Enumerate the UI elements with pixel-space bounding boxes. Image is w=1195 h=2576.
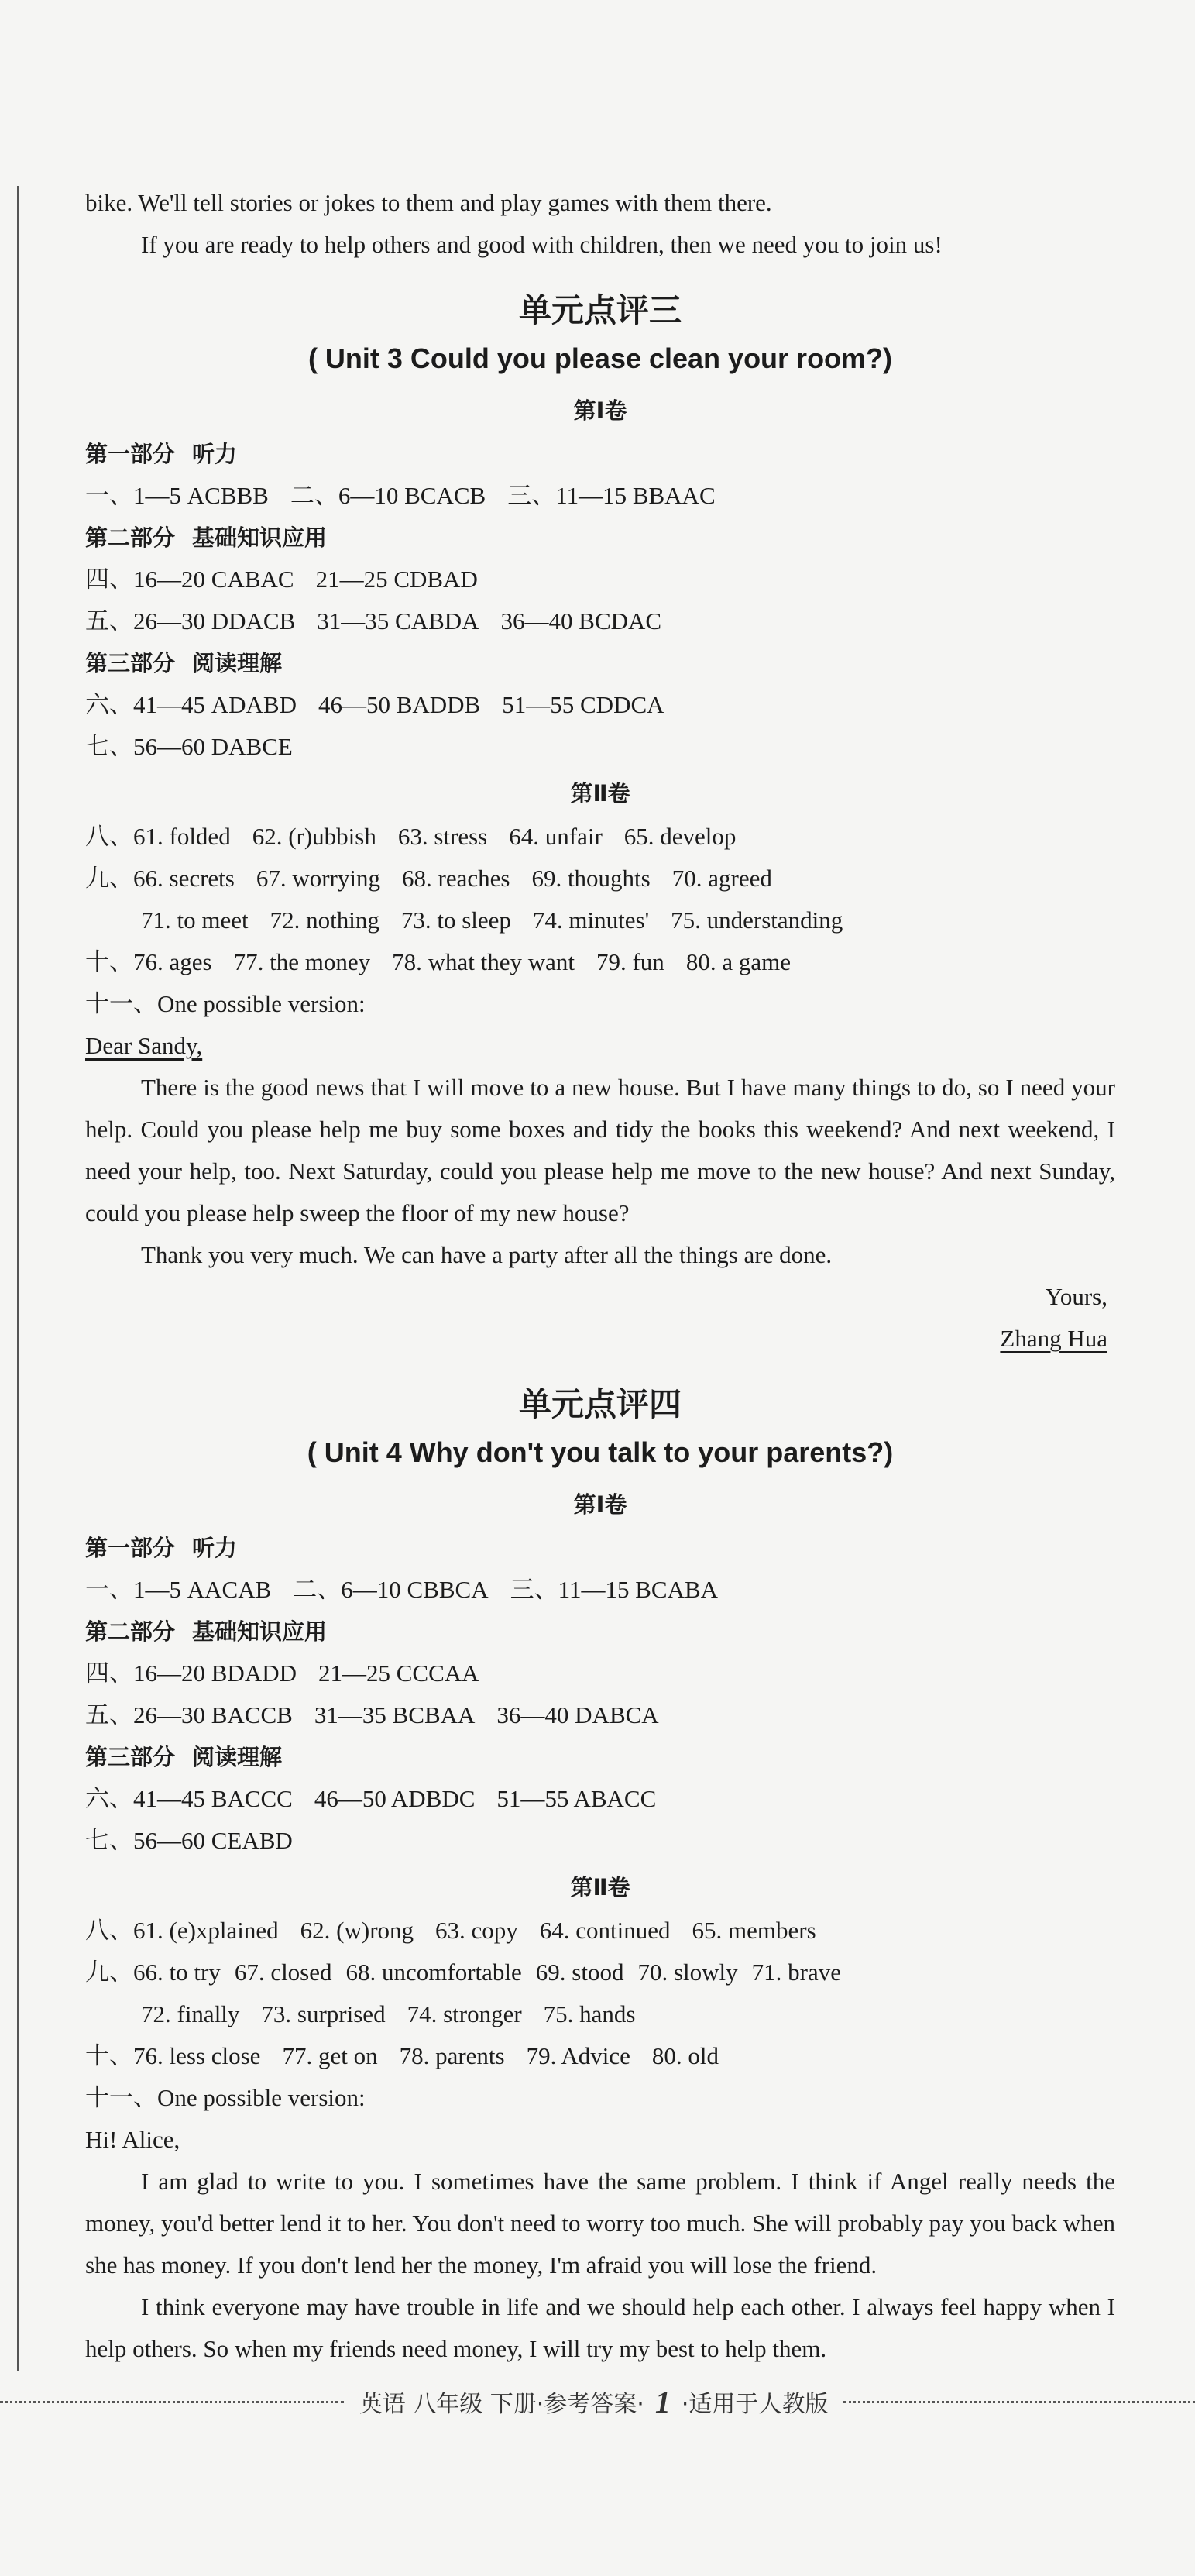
unit4-basic-row-4: 四、16—20 BDADD 21—25 CCCAA xyxy=(85,1659,479,1687)
unit4-letter-para-1: I am glad to write to you. I sometimes have the same problem. I think if Angel really needs the money, you'd better lend it to her. You don't need to worry too much. She will probably pay you back when she has money. If you don't lend her the money, I'm afraid you will lose the friend. xyxy=(85,2168,1115,2279)
unit3-part-1: 第一部分 听力 xyxy=(85,441,238,467)
unit3-basic-row-5: 五、26—30 DDACB 31—35 CABDA 36—40 BCDAC xyxy=(85,607,662,635)
unit3-letter-para-1: There is the good news that I will move to a new house. But I have many things to do, so I need your help. Could you please help me buy some boxes and tidy the books this weekend? And next weekend, I need your help, too. Next Saturday, could you please help me move to the new house? And next Sunday, could you please help sweep the floor of my new house? xyxy=(85,1074,1115,1226)
footer-dotted-line-left xyxy=(0,2401,344,2403)
page-edge-line xyxy=(17,186,19,2371)
page-number: 1 xyxy=(654,2384,671,2420)
unit4-reading-row-7: 七、56—60 CEABD xyxy=(85,1827,293,1854)
unit4-row-8: 八、61. (e)xplained 62. (w)rong 63. copy 64. continued 65. members xyxy=(85,1917,816,1944)
unit4-volume-1: 第Ⅰ卷 xyxy=(573,1491,627,1518)
unit3-subtitle: ( Unit 3 Could you please clean your room?) xyxy=(307,342,893,374)
intro-line-2: If you are ready to help others and good with children, then we need you to join us! xyxy=(141,231,943,258)
unit4-row-10: 十、76. less close 77. get on 78. parents 79. Advice 80. old xyxy=(85,2042,719,2069)
unit4-part-1: 第一部分 听力 xyxy=(85,1535,238,1561)
unit4-row-9: 九、66. to try 67. closed 68. uncomfortable 69. stood 70. slowly 71. brave xyxy=(85,1959,841,1986)
unit4-listening-row: 一、1—5 AACAB 二、6—10 CBBCA 三、11—15 BCABA xyxy=(85,1576,719,1603)
unit3-row-9b: 71. to meet 72. nothing 73. to sleep 74. minutes' 75. understanding xyxy=(141,906,843,934)
unit3-row-9: 九、66. secrets 67. worrying 68. reaches 69. thoughts 70. agreed xyxy=(85,865,772,892)
unit3-letter-signature-wrap xyxy=(85,1318,1115,1360)
unit3-volume-2: 第Ⅱ卷 xyxy=(570,780,630,807)
unit3-letter-para-2: Thank you very much. We can have a party after all the things are done. xyxy=(141,1241,833,1268)
intro-line-1: bike. We'll tell stories or jokes to them and play games with them there. xyxy=(85,189,772,216)
unit3-row-10: 十、76. ages 77. the money 78. what they want 79. fun 80. a game xyxy=(85,948,791,975)
unit4-letter-para-2: I think everyone may have trouble in life and we should help each other. I always feel happy when I help others. So when my friends need money, I will try my best to help them. xyxy=(85,2293,1115,2362)
unit3-letter-greeting: Dear Sandy, xyxy=(85,1032,203,1059)
unit3-title: 单元点评三 xyxy=(518,291,682,329)
unit4-part-3: 第三部分 阅读理解 xyxy=(85,1744,283,1770)
unit3-part-3: 第三部分 阅读理解 xyxy=(85,650,283,676)
unit4-subtitle: ( Unit 4 Why don't you talk to your parents?) xyxy=(307,1436,894,1468)
unit4-volume-2: 第Ⅱ卷 xyxy=(570,1874,630,1900)
unit3-section xyxy=(85,287,1115,1360)
unit3-letter-closing: Yours, xyxy=(1045,1283,1107,1310)
unit4-basic-row-5: 五、26—30 BACCB 31—35 BCBAA 36—40 DABCA xyxy=(85,1701,659,1728)
unit4-row-11: 十一、One possible version: xyxy=(85,2084,366,2111)
unit3-volume-1: 第Ⅰ卷 xyxy=(573,397,627,424)
unit4-row-9b: 72. finally 73. surprised 74. stronger 75. hands xyxy=(141,2000,636,2027)
unit3-basic-row-4: 四、16—20 CABAC 21—25 CDBAD xyxy=(85,566,478,593)
unit4-section xyxy=(85,1381,1115,2370)
unit3-row-11: 十一、One possible version: xyxy=(85,990,366,1017)
page-footer xyxy=(0,2382,1195,2421)
unit4-letter-greeting: Hi! Alice, xyxy=(85,2126,180,2153)
unit3-row-8: 八、61. folded 62. (r)ubbish 63. stress 64. unfair 65. develop xyxy=(85,823,737,850)
page-content xyxy=(85,182,1115,2370)
unit4-reading-row-6: 六、41—45 BACCC 46—50 ADBDC 51—55 ABACC xyxy=(85,1785,657,1812)
unit3-reading-row-7: 七、56—60 DABCE xyxy=(85,733,293,760)
footer-dotted-line-right xyxy=(843,2401,1195,2403)
footer-book-info: 英语 八年级 下册·参考答案· xyxy=(359,2391,644,2418)
unit3-listening-row: 一、1—5 ACBBB 二、6—10 BCACB 三、11—15 BBAAC xyxy=(85,482,716,509)
footer-edition: ·适用于人教版 xyxy=(681,2391,829,2418)
unit4-part-2: 第二部分 基础知识应用 xyxy=(85,1618,328,1645)
unit4-title: 单元点评四 xyxy=(518,1385,682,1423)
unit3-reading-row-6: 六、41—45 ADABD 46—50 BADDB 51—55 CDDCA xyxy=(85,691,664,718)
unit3-letter-signature: Zhang Hua xyxy=(1000,1325,1107,1352)
unit3-part-2: 第二部分 基础知识应用 xyxy=(85,524,328,551)
